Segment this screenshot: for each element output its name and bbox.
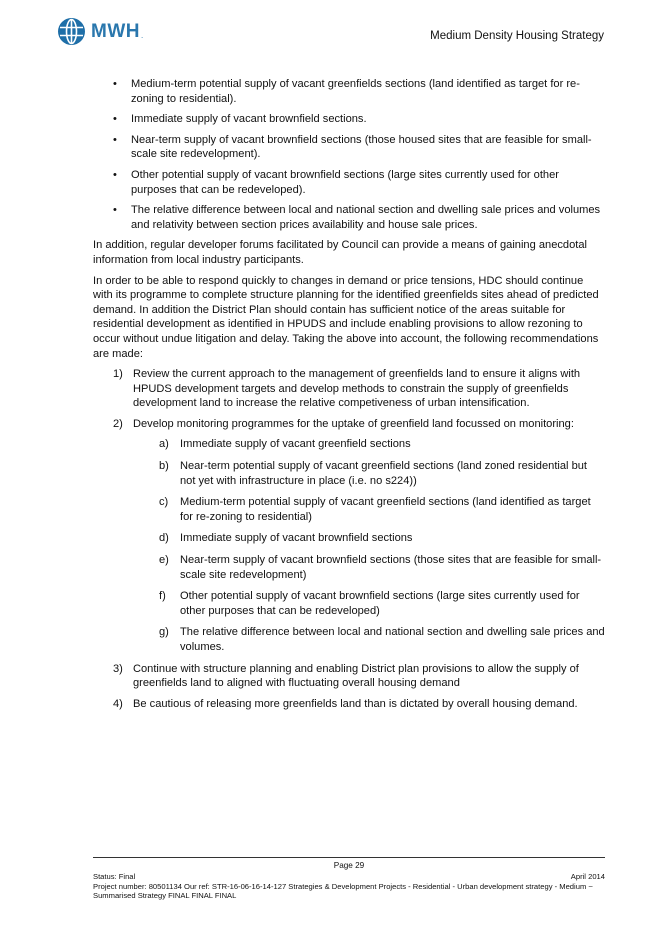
recommendation-list (93, 367, 605, 711)
bullet-item: • Other potential supply of vacant brownfield sections (large sites currently used for other purposes that can be redeveloped). (93, 168, 605, 197)
status-text: Status: Final (93, 872, 136, 882)
page-header (0, 0, 656, 60)
logo-text: MWH (91, 20, 140, 42)
recommendation-number: 3) (113, 662, 123, 675)
recommendation-number: 4) (113, 697, 123, 710)
recommendation-item (93, 697, 605, 712)
recommendation-number: 1) (113, 368, 123, 381)
bullet-item: • The relative difference between local and national section and dwelling sale prices and volumes and relativity between section prices availability and house sale prices. (93, 203, 605, 232)
sub-item-text: Medium-term potential supply of vacant greenfield sections (land identified as target for re-zoning to residential) (180, 496, 591, 523)
globe-icon (58, 18, 85, 45)
sub-item-letter: g) (159, 626, 169, 639)
sub-item-text: Near-term supply of vacant brownfield sections (those sites that are feasible for small-scale site redevelopment) (180, 554, 602, 581)
paragraph-recommendations-intro: In order to be able to respond quickly to changes in demand or price tensions, HDC should continue with its programme to complete structure planning for the identified greenfields sites ahead of predicted demand. In addition the District Plan should contain has sufficient notice of the areas suitable for residential development as identified in HPUDS and include enabling provisions to allow rezoning to occur without undue litigation and delay. Taking the above into account, the following recommendations are made: (93, 274, 599, 360)
bullet-item: • Immediate supply of vacant brownfield sections. (93, 112, 605, 127)
sub-item-letter: b) (159, 460, 169, 473)
document-title: Medium Density Housing Strategy (430, 30, 604, 42)
date-text: April 2014 (570, 872, 605, 882)
footer-divider (93, 857, 605, 858)
page-number: Page 29 (333, 861, 365, 870)
page-footer (93, 861, 605, 901)
bullet-item: • Near-term supply of vacant brownfield sections (those housed sites that are feasible for small-scale site redevelopment). (93, 133, 605, 162)
recommendation-text: Review the current approach to the management of greenfields land to ensure it aligns with HPUDS development targets and develop methods to constrain the supply of greenfields development land to increase the relative competiveness of urban intensification. (133, 368, 581, 410)
sub-item-text: The relative difference between local and national section and dwelling sale prices and volumes. (180, 626, 605, 653)
recommendation-text: Develop monitoring programmes for the uptake of greenfield land focussed on monitoring: (133, 417, 574, 430)
sub-item-letter: e) (159, 554, 169, 567)
project-reference: Project number: 80501134 Our ref: STR-16-06-16-14-127 Strategies & Development Projects - Residential - Urban development strategy - Medium ~ Summarised Strategy FINAL FINAL FINAL (93, 881, 593, 901)
monitoring-sublist (133, 437, 605, 654)
mwh-logo (58, 18, 143, 45)
sub-item (133, 495, 605, 524)
recommendation-item (93, 367, 605, 411)
sub-item-letter: a) (159, 438, 169, 451)
paragraph-forums: In addition, regular developer forums facilitated by Council can provide a means of gaining anecdotal information from local industry participants. (93, 239, 587, 266)
sub-item (133, 589, 605, 618)
sub-item-letter: d) (159, 532, 169, 545)
recommendation-item (93, 417, 605, 655)
sub-item-text: Immediate supply of vacant brownfield sections (180, 532, 413, 545)
sub-item (133, 531, 605, 546)
logo-dot: . (140, 31, 144, 40)
recommendation-text: Continue with structure planning and enabling District plan provisions to allow the supply of greenfields land to aligned with fluctuating overall housing demand (133, 662, 579, 690)
sub-item (133, 437, 605, 452)
sub-item-text: Immediate supply of vacant greenfield sections (180, 438, 411, 451)
bullet-item: • Medium-term potential supply of vacant greenfields sections (land identified as target for re-zoning to residential). (93, 77, 605, 106)
sub-item-text: Near-term potential supply of vacant greenfield sections (land zoned residential but not yet with infrastructure in place (i.e. no s224)) (180, 460, 588, 487)
sub-item-text: Other potential supply of vacant brownfield sections (large sites currently used for other purposes that can be redeveloped) (180, 590, 580, 617)
bullet-list (93, 77, 605, 232)
sub-item (133, 625, 605, 654)
page-body (93, 77, 605, 717)
recommendation-number: 2) (113, 417, 123, 430)
recommendation-text: Be cautious of releasing more greenfields land than is dictated by overall housing demand. (133, 697, 578, 710)
sub-item (133, 459, 605, 488)
recommendation-item (93, 662, 605, 691)
sub-item-letter: c) (159, 496, 169, 509)
sub-item-letter: f) (159, 590, 166, 603)
sub-item (133, 553, 605, 582)
